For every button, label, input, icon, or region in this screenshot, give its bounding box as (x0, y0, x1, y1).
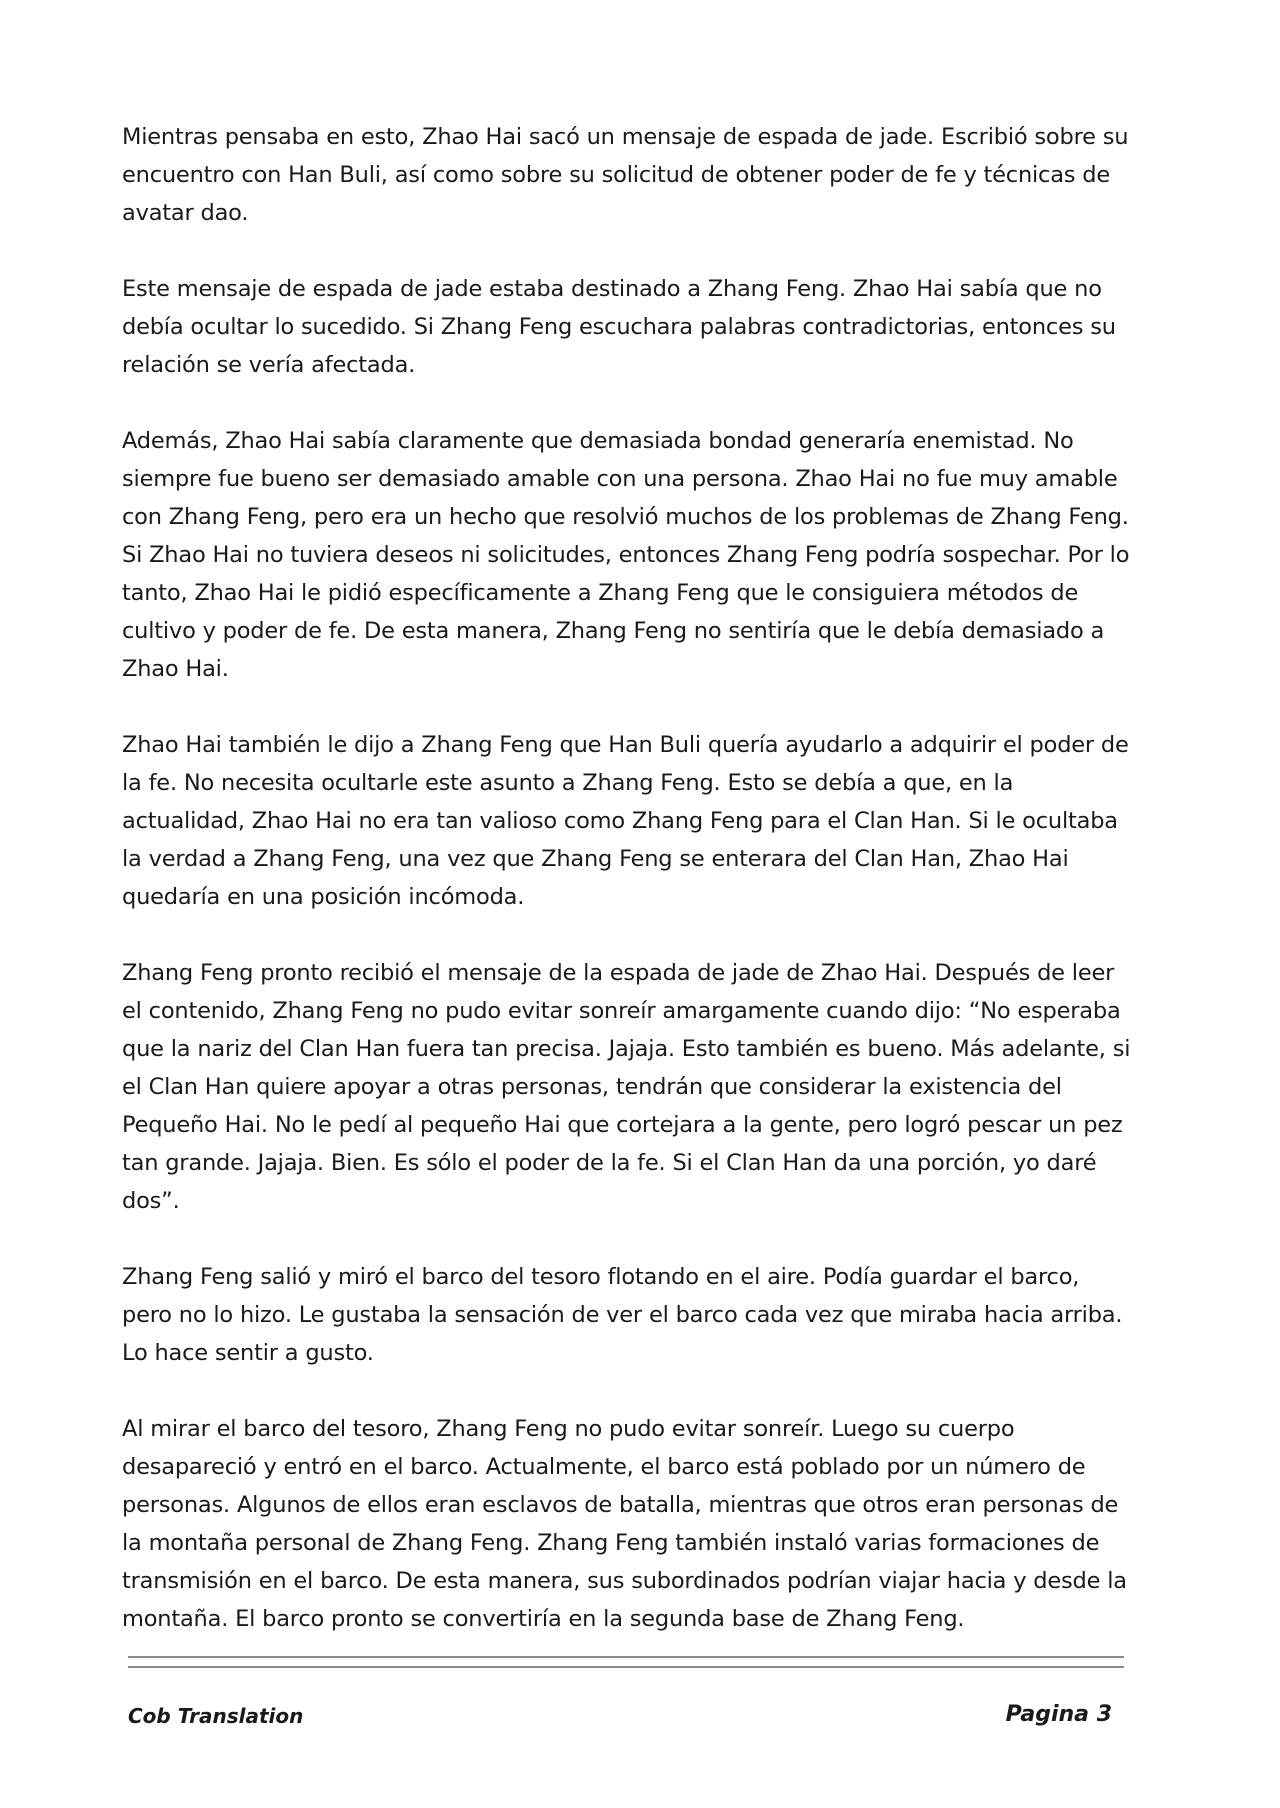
footer-translator-credit: Cob Translation (128, 1704, 304, 1728)
paragraph-6: Zhang Feng salió y miró el barco del tesoro flotando en el aire. Podía guardar el barco, pero no lo hizo. Le gustaba la sensación de ver el barco cada vez que miraba hacia arriba. Lo hace sentir a gusto. (122, 1264, 1123, 1366)
footer-divider-bottom (128, 1666, 1124, 1668)
paragraph-5: Zhang Feng pronto recibió el mensaje de la espada de jade de Zhao Hai. Después de leer el contenido, Zhang Feng no pudo evitar sonreír amargamente cuando dijo: “No esperaba que la nariz del Clan Han fuera tan precisa. Jajaja. Esto también es bueno. Más adelante, si el Clan Han quiere apoyar a otras personas, tendrán que considerar la existencia del Pequeño Hai. No le pedí al pequeño Hai que cortejara a la gente, pero logró pescar un pez tan grande. Jajaja. Bien. Es sólo el poder de la fe. Si el Clan Han da una porción, yo daré dos”. (122, 960, 1131, 1214)
paragraph-1: Mientras pensaba en esto, Zhao Hai sacó un mensaje de espada de jade. Escribió sobre su encuentro con Han Buli, así como sobre su solicitud de obtener poder de fe y técnicas de avatar dao. (122, 124, 1129, 226)
paragraph-7: Al mirar el barco del tesoro, Zhang Feng no pudo evitar sonreír. Luego su cuerpo desapareció y entró en el barco. Actualmente, el barco está poblado por un número de personas. Algunos de ellos eran esclavos de batalla, mientras que otros eran personas de la montaña personal de Zhang Feng. Zhang Feng también instaló varias formaciones de transmisión en el barco. De esta manera, sus subordinados podrían viajar hacia y desde la montaña. El barco pronto se convertiría en la segunda base de Zhang Feng. (122, 1416, 1127, 1632)
footer-divider-top (128, 1656, 1124, 1658)
paragraph-2: Este mensaje de espada de jade estaba destinado a Zhang Feng. Zhao Hai sabía que no debía ocultar lo sucedido. Si Zhang Feng escuchara palabras contradictorias, entonces su relación se vería afectada. (122, 276, 1116, 378)
footer-page-number: Pagina 3 (1005, 1702, 1112, 1727)
paragraph-4: Zhao Hai también le dijo a Zhang Feng que Han Buli quería ayudarlo a adquirir el poder de la fe. No necesita ocultarle este asunto a Zhang Feng. Esto se debía a que, en la actualidad, Zhao Hai no era tan valioso como Zhang Feng para el Clan Han. Si le ocultaba la verdad a Zhang Feng, una vez que Zhang Feng se enterara del Clan Han, Zhao Hai quedaría en una posición incómoda. (122, 732, 1129, 910)
document-body (122, 118, 1132, 1638)
paragraph-3: Además, Zhao Hai sabía claramente que demasiada bondad generaría enemistad. No siempre fue bueno ser demasiado amable con una persona. Zhao Hai no fue muy amable con Zhang Feng, pero era un hecho que resolvió muchos de los problemas de Zhang Feng. Si Zhao Hai no tuviera deseos ni solicitudes, entonces Zhang Feng podría sospechar. Por lo tanto, Zhao Hai le pidió específicamente a Zhang Feng que le consiguiera métodos de cultivo y poder de fe. De esta manera, Zhang Feng no sentiría que le debía demasiado a Zhao Hai. (122, 428, 1130, 682)
